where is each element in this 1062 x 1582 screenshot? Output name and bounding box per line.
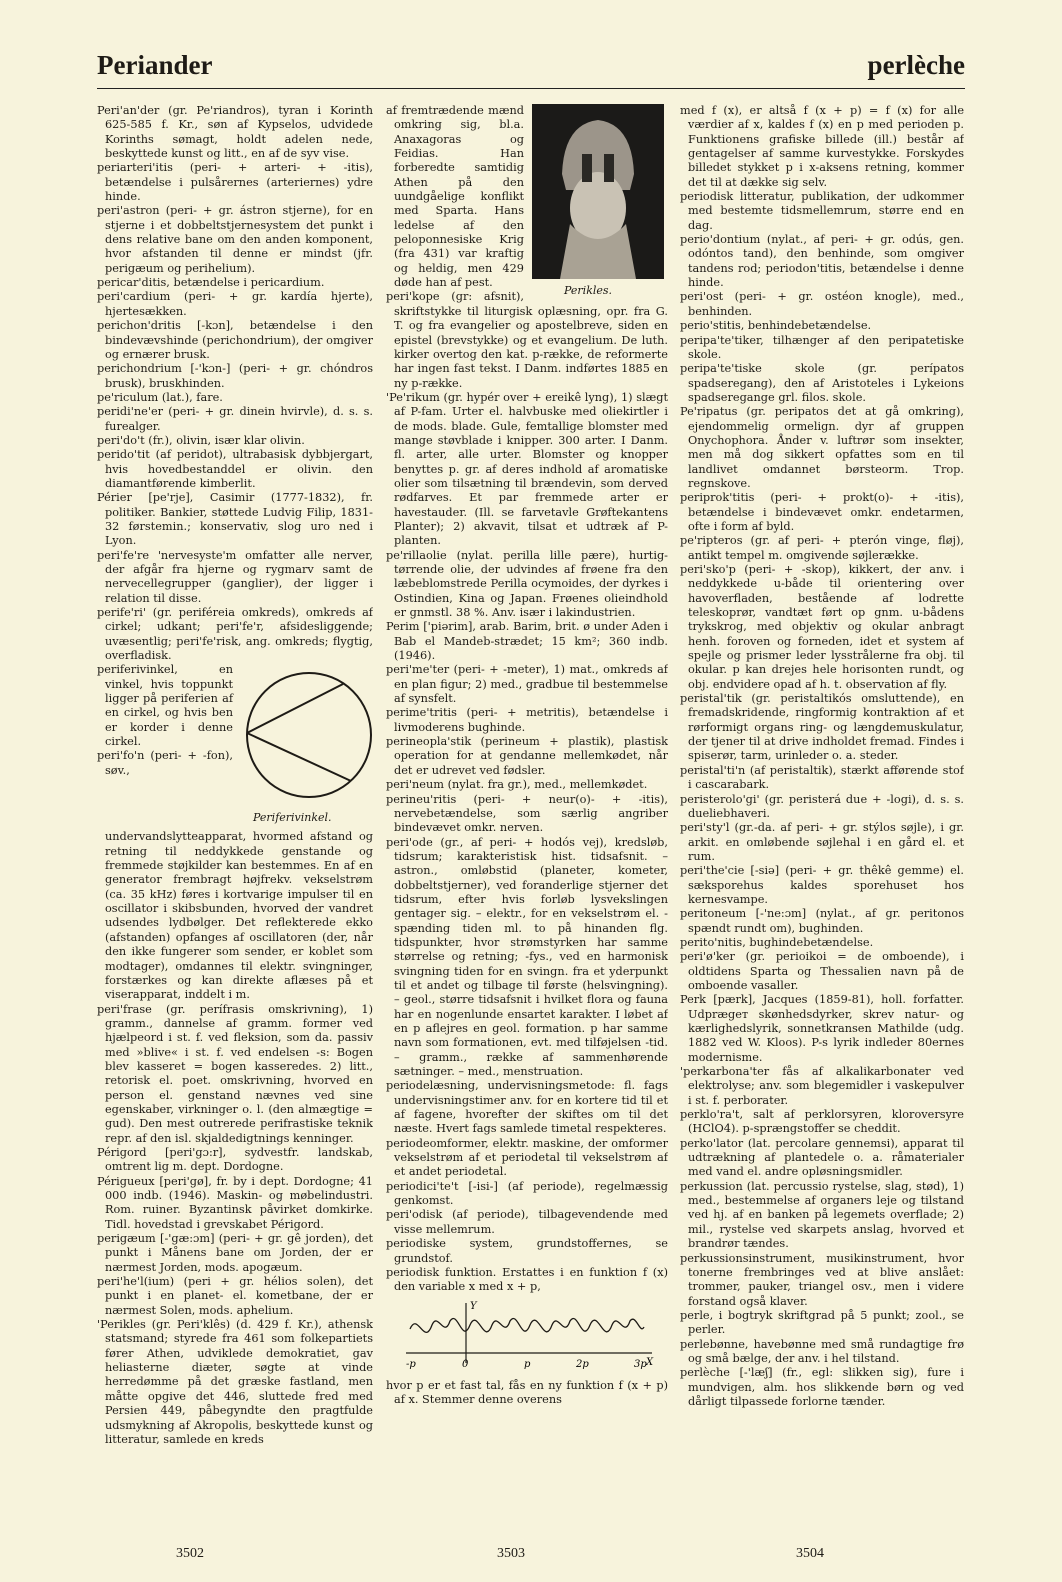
entry: peridi'ne'er (peri- + gr. dinein hvirvle), d. s. s. furealger.	[97, 405, 373, 433]
entry: perineu'ritis (peri- + neur(o)- + -itis), nervebetændelse, som særlig angriber bindevævet omkr. nerven.	[386, 792, 668, 835]
entry: pe'riculum (lat.), fare.	[97, 390, 223, 404]
entry: pe'ripteros (gr. af peri- + pterón vinge, fløj), antikt tempel m. omgivende søjlerække.	[680, 534, 964, 562]
entry: peri'ost (peri- + gr. ostéon knogle), med., benhinden.	[680, 290, 964, 318]
column-3	[680, 104, 964, 1514]
entry: perineopla'stik (perineum + plastik), plastisk operation for at gendanne mellemkødet, når det er udrevet ved fødsler.	[386, 735, 668, 777]
entry: peri'he'l(ium) (peri + gr. hélios solen), det punkt i en planet- el. kometbane, der er nærmest Solen, mods. aphelium.	[97, 1275, 373, 1317]
entry: perlèche [-'læʃ] (fr., egl: slikken sig), fure i mundvigen, alm. hos slikkende børn og ved dårligt tilpassede forlorne tænder.	[680, 1366, 964, 1408]
entry: peri'cardium (peri- + gr. kardía hjerte), hjertesækken.	[97, 290, 373, 318]
page-number-right: 3504	[796, 1546, 824, 1561]
entry: peripa'te'tiker, tilhænger af den peripatetiske skole.	[680, 333, 964, 361]
entry: peri'sko'p (peri- + -skop), kikkert, der anv. i neddykkede u-både til orientering over havoverfladen, bestående af lodrette teleskoprør, vandtæt ført op gnm. u-bådens trykskrog, med objektiv og okular anbragt henh. foroven og forneden, idet et system af spejle og prismer leder lysstrålerne fra obj. til okular. p kan drejes hele horisonten rundt, og obj. endvidere opad af h. t. observation af fly.	[680, 563, 964, 691]
entry: Perim ['piərim], arab. Barim, brit. ø under Aden i Bab el Mandeb-strædet; 15 km²; 360 indb. (1946).	[386, 620, 668, 663]
entry: peri'neum (nylat. fra gr.), med., mellemkødet.	[386, 778, 648, 792]
column-1	[97, 104, 373, 1514]
entry: peri'fo'n (peri- + -fon), søv., undervandslytteapparat, hvormed afstand og retning til neddykkede genstande og fremmede støjkilder kan bestemmes. En af en generator frembragt højfrekv. vekselstrøm (ca. 35 kHz) føres i kortvarige impulser til en oscillator i skibsbunden, hvorved der vandret udsendes lydbølger. Det reflekterede ekko (afstanden) opfanges af oscillatoren (der, når den ikke fungerer som sender, er koblet som modtager), omdannes til elektr. svingninger, forstærkes og kan direkte aflæses på et viserapparat, inddelt i m.	[97, 749, 373, 1002]
column-2	[386, 104, 668, 1514]
entry: peritoneum [-'ne:ɔm] (nylat., af gr. peritonos spændt rundt om), bughinden.	[680, 907, 964, 935]
entry: periodici'te't [-isi-] (af periode), regelmæssig genkomst.	[386, 1179, 668, 1208]
entry: Périgueux [peri'gø], fr. by i dept. Dordogne; 41 000 indb. (1946). Maskin- og møbelindustri. Rom. ruiner. Byzantinsk påvirket domkirke. Tidl. hovedstad i grevskabet Périgord.	[97, 1174, 373, 1231]
portrait-photo	[532, 104, 664, 279]
entry: peri'sty'l (gr.-da. af peri- + gr. stýlos søjle), i gr. arkit. en omløbende søjlehal i en gård el. et rum.	[680, 821, 964, 863]
entry: peristerolo'gi' (gr. peristerá due + -logi), d. s. s. dueliebhaveri.	[680, 792, 964, 820]
entry: periodisk litteratur, publikation, der udkommer med bestemte tidsmellemrum, større end en dag.	[680, 190, 964, 232]
x-axis-label: X	[646, 1356, 654, 1368]
figure-caption: Periferivinkel.	[253, 811, 332, 825]
entry: perigæum [-'gæ:ɔm] (peri- + gr. gê jorden), det punkt i Månens bane om Jorden, der er nærmest Jorden, mods. apogæum.	[97, 1232, 373, 1274]
entry: Périer [pe'rje], Casimir (1777-1832), fr. politiker. Bankier, støttede Ludvig Filip, 1831-32 førstemin.; konservativ, slog uro ned i Lyon.	[97, 491, 373, 548]
entry: pe'rillaolie (nylat. perilla lille pære), hurtig-tørrende olie, der udvindes af frøene fra den læbeblomstrede Perilla ocymoides, der dyrkes i Ostindien, Kina og Japan. Frøenes olieindhold er gnmstl. 38 %. Anv. især i lakindustrien.	[386, 548, 668, 620]
running-header	[97, 48, 965, 89]
tick-label: p	[524, 1358, 531, 1370]
figure-caption: Perikles.	[564, 283, 613, 297]
bust-icon	[532, 104, 664, 279]
circle-angle-diagram	[239, 663, 373, 813]
entry: periodisk funktion. Erstattes i en funktion f (x) den variable x med x + p,	[386, 1265, 668, 1294]
entry: Peri'an'der (gr. Pe'riandros), tyran i Korinth 625-585 f. Kr., søn af Kypselos, udvidede Korinths sømagt, holdt adelen nede, beskyttede kunst og litt., en af de syv vise.	[97, 104, 373, 161]
entry: perichon'dritis [-kɔn], betændelse i den bindevævshinde (perichondrium), der omgiver og ernærer brusk.	[97, 319, 373, 361]
periodic-function-graph	[406, 1299, 656, 1375]
entry: Périgord [peri'gɔ:r], sydvestfr. landskab, omtrent lig m. dept. Dordogne.	[97, 1145, 373, 1174]
entry: peri'fe're 'nervesyste'm omfatter alle nerver, der afgår fra hjerne og rygmarv samt de nervecellegrupper (ganglier), der ligger i relation til disse.	[97, 548, 373, 605]
entry: peri'do't (fr.), olivin, især klar olivin.	[97, 433, 305, 447]
entry: perio'stitis, benhindebetændelse.	[680, 319, 872, 333]
entry: periprok'titis (peri- + prokt(o)- + -itis), betændelse i bindevævet omkr. endetarmen, ofte i form af byld.	[680, 491, 964, 533]
entry: peristal'ti'n (af peristaltik), stærkt afførende stof i cascarabark.	[680, 763, 964, 792]
entry: med f (x), er altså f (x + p) = f (x) for alle værdier af x, kaldes f (x) en p med perioden p. Funktionens grafiske billede (ill.) består af gentagelser af samme kurvestykke. Forskydes billedet stykket p i x-aksens retning, kommer det til at dække sig selv.	[680, 104, 964, 189]
entry: Perk [pærk], Jacques (1859-81), holl. forfatter. Udprægет skønhedsdyrker, skrev natur- og kærlighedslyrik, sonnetkransen Mathilde (udg. 1882 ved W. Kloos). P-s lyrik indleder 80ernes modernisme.	[680, 993, 964, 1064]
entry: perle, i bogtryk skriftgrad på 5 punkt; zool., se perler.	[680, 1308, 964, 1337]
tick-label: 3p	[634, 1358, 647, 1370]
entry: 'Perikles (gr. Peri'klês) (d. 429 f. Kr.), athensk statsmand; styrede fra 461 som folkepartiets fører Athen, udviklede demokratiet, gav heliasterne diæter, søgte at vinde herredømme på det græske fastland, men måtte opgive det 446, sluttede fred med Persien 449, påbegyndte den pragtfulde udsmykning af Akropolis, beskyttede kunst og litteratur, samlede en kreds	[97, 1318, 373, 1446]
entry: peripa'te'tiske skole (gr. perípatos spadseregang), den af Aristoteles i Lykeions spadseregange grl. filos. skole.	[680, 362, 964, 404]
entry: peri'me'ter (peri- + -meter), 1) mat., omkreds af en plan figur; 2) med., gradbue til bestemmelse af synsfelt.	[386, 663, 668, 706]
entry: peri'the'cie [-siə] (peri- + gr. thêkê gemme) el. sæksporehus kaldes sporehuset hos kernesvampe.	[680, 864, 964, 906]
entry: perito'nitis, bughindebetændelse.	[680, 935, 874, 949]
perikles-portrait-figure	[532, 104, 668, 300]
page-number-center: 3503	[497, 1546, 525, 1561]
entry: perlebønne, havebønne med små rundagtige frø og små bælge, der anv. i hel tilstand.	[680, 1337, 964, 1365]
entry: peristal'tik (gr. peristaltikós omsluttende), en fremadskridende, ringformig kontraktion af et rørformigt organs ring- og længdemuskulatur, der tjener til at drive indholdet fremad. Findes i spiserør, tarm, urinleder o. a. steder.	[680, 692, 964, 763]
entry: periodelæsning, undervisningsmetode: fl. fags undervisningstimer anv. for en kortere tid til et af fagene, hvorefter der skiftes om til det næste. Hvert fags samlede timetal respekteres.	[386, 1079, 668, 1136]
tick-label: -p	[406, 1358, 416, 1370]
entry: perido'tit (af peridot), ultrabasisk dybbjergart, hvis hovedbestanddel er olivin. den diamantførende kimberlit.	[97, 448, 373, 490]
y-axis-label: Y	[470, 1300, 477, 1312]
entry: hvor p er et fast tal, fås en ny funktion f (x + p) af x. Stemmer denne overens	[386, 1378, 668, 1406]
entry: peri'ode (gr., af peri- + hodós vej), kredsløb, tidsrum; karakteristisk hist. tidsafsnit. – astron., omløbstid (planeter, kometer, dobbeltstjerner), ved foranderlige stjerner det tidsrum, efter hvis forløb lysvekslingen gentager sig. – elektr., for en vekselstrøm el. -spænding tiden ml. to på hinanden flg. tidspunkter, hvor strømstyrken har samme størrelse og retning; -fys., ved en harmonisk svingning tiden for en svingn. fra et yderpunkt til et andet og tilbage til første (helsvingning). – geol., større tidsafsnit i hvilket flora og fauna har en nogenlunde ensartet karakter. I løbet af en p aflejres en geol. formation. p har samme navn som formationen, evt. med tilføjelsen -tid. – gramm., række af sammenhørende sætninger. – med., menstruation.	[386, 835, 668, 1079]
entry: perime'tritis (peri- + metritis), betændelse i livmoderens bughinde.	[386, 706, 668, 734]
entry: periferivinkel, en vinkel, hvis toppunkt ligger på periferien af en cirkel, og hvis ben er korder i denne cirkel.	[97, 663, 233, 749]
guide-word-left: Periander	[97, 50, 213, 80]
entry: perio'dontium (nylat., af peri- + gr. odús, gen. odóntos tand), den benhinde, som omgiver tandens rod; periodon'titis, betændelse i denne hinde.	[680, 233, 964, 290]
entry: periodeomformer, elektr. maskine, der omformer vekselstrøm af et periodetal til vekselstrøm af et andet periodetal.	[386, 1136, 668, 1179]
entry: peri'ø'ker (gr. perioikoi = de omboende), i oldtidens Sparta og Thessalien navn på de omboende vasaller.	[680, 950, 964, 992]
page-number-left: 3502	[176, 1546, 204, 1561]
tick-label: 0	[462, 1358, 469, 1370]
guide-word-right: perlèche	[867, 50, 965, 80]
entry: pericar'ditis, betændelse i pericardium.	[97, 276, 325, 290]
entry: Pe'ripatus (gr. peripatos det at gå omkring), ejendommelig ormelign. dyr af gruppen Onychophora. Ånder v. luftrør som insekter, men må dog sikkert opfattes som en til landlivet omdannet børsteorm. Trop. regnskove.	[680, 405, 964, 490]
entry: periodiske system, grundstoffernes, se grundstof.	[386, 1237, 668, 1265]
entry: perife'ri' (gr. periféreia omkreds), omkreds af cirkel; udkant; peri'fe'r, afsidesliggende; uvæsentlig; peri'fe'risk, ang. omkreds; flygtig, overfladisk.	[97, 606, 373, 663]
entry: periarteri'itis (peri- + arteri- + -itis), betændelse i pulsårernes (arteriernes) ydre hinde.	[97, 161, 373, 204]
entry: peri'frase (gr. perífrasis omskrivning), 1) gramm., dannelse af gramm. former ved hjælpeord i st. f. ved fleksion, som da. passiv med »blive« i st. f. ved endelsen -s: Bogen blev kasseret = bogen kasseredes. 2) litt., retorisk el. poet. omskrivning, hvorved en person el. genstand nævnes ved sine egenskaber, virkninger o. l. (den almægtige = gud). Den mest outrerede perifrastiske teknik repr. af den isl. skjaldedigtnings kenninger.	[97, 1002, 373, 1145]
entry: peri'kope (gr: afsnit), skriftstykke til liturgisk oplæsning, opr. fra G. T. og fra evangelier og apostelbreve, siden en epistel (brevstykke) og et evangelium. De luth. kirker overtog den kat. p-række, de reformerte har ingen fast tekst. I Danm. indførtes 1885 en ny p-række.	[386, 290, 668, 390]
entry: peri'astron (peri- + gr. ástron stjerne), for en stjerne i et dobbeltstjernesystem det punkt i dens relative bane om den anden komponent, hvor afstanden til denne er mindst (jfr. perigæum og perihelium).	[97, 204, 373, 275]
entry: perichondrium [-'kɔn-] (peri- + gr. chóndros brusk), bruskhinden.	[97, 362, 373, 390]
entry: perkussion (lat. percussio rystelse, slag, stød), 1) med., bestemmelse af organers leje og tilstand ved hj. af en banken på legemets overflade; 2) mil., rystelse ved skarpets anslag, hvorved et brandrør tændes.	[680, 1179, 964, 1251]
periferivinkel-figure	[239, 663, 373, 827]
tick-label: 2p	[576, 1358, 589, 1370]
entry: perkussionsinstrument, musikinstrument, hvor tonerne frembringes ved at blive anslået: trommer, pauker, triangel osv., men i videre forstand også klaver.	[680, 1251, 964, 1308]
entry: peri'odisk (af periode), tilbagevendende med visse mellemrum.	[386, 1208, 668, 1236]
entry: 'Pe'rikum (gr. hypér over + ereikê lyng), 1) slægt af P-fam. Urter el. halvbuske med oliekirtler i de mods. blade. Gule, femtallige blomster med mange støvblade i knipper. 300 arter. I Danm. fl. arter, alle urter. Blomster og knopper benyttes p. gr. af deres indhold af aromatiske olier som tilsætning til brændevin, som derved rødfarves. Et par fremmede arter er havestauder. (Ill. se farvetavle Grøftekantens Planter); 2) akvavit, tilsat et udtræk af P-planten.	[386, 390, 668, 548]
entry: perklo'ra't, salt af perklorsyren, kloroversyre (HClO4). p-sprængstoffer se cheddit.	[680, 1108, 964, 1136]
entry: perko'lator (lat. percolare gennemsi), apparat til udtrækning af plantedele o. a. råmaterialer med vand el. andre opløsningsmidler.	[680, 1136, 964, 1179]
entry: af fremtrædende mænd omkring sig, bl.a. Anaxagoras og Feidias. Han forberedte samtidig Athen på den uundgåelige konflikt med Sparta. Hans ledelse af den peloponnesiske Krig (fra 431) var kraftig og heldig, men 429 døde han af pest.	[386, 104, 524, 290]
entry: 'perkarbona'ter fås af alkalikarbonater ved elektrolyse; anv. som blegemidler i vaskepulver i st. f. perborater.	[680, 1065, 964, 1107]
